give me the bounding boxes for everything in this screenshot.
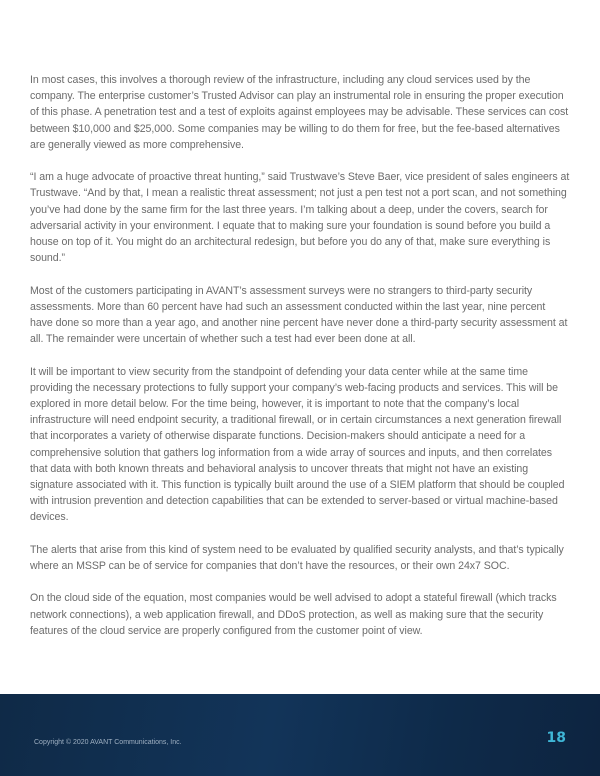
body-text	[30, 72, 570, 655]
paragraph-3: Most of the customers participating in AVANT’s assessment surveys were no strangers to third-party security assessments. More than 60 percent have had such an assessment conducted within the last year, nine percent have done so more than a year ago, and another nine percent have never done a third-party security assessment at all. The remainder were uncertain of whether such a test had ever been done at all.	[30, 284, 568, 346]
paragraph-1: In most cases, this involves a thorough review of the infrastructure, including any cloud services used by the company. The enterprise customer’s Trusted Advisor can play an instrumental role in ensuring the proper execution of this phase. A penetration test and a test of exploits against employees may be advisable. These services can cost between $10,000 and $25,000. Some companies may be willing to do them for free, but the fee-based alternatives are generally viewed as more comprehensive.	[30, 74, 569, 151]
page-number: 18	[546, 730, 566, 746]
paragraph-4: It will be important to view security from the standpoint of defending your data center while at the same time providing the necessary protections to fully support your company’s web-facing products and services. This will be explored in more detail below. For the time being, however, it is important to note that the company’s local infrastructure will need endpoint security, a traditional firewall, or in certain circumstances a next generation firewall that incorporates a variety of otherwise disparate functions. Decision-makers should anticipate a need for a comprehensive solution that gathers log information from a wide array of sources and inputs, and then correlates that data with both known threats and behavioral analysis to uncover threats that might not have an existing signature associated with it. This function is typically built around the use of a SIEM platform that should be coupled with intrusion prevention and detection capabilities that can be extended to server-based or virtual machine-based devices.	[30, 365, 565, 524]
paragraph-6: On the cloud side of the equation, most companies would be well advised to adopt a stateful firewall (which tracks network connections), a web application firewall, and DDoS protection, as well as making sure that the security features of the cloud service are properly configured from the customer point of view.	[30, 592, 557, 637]
paragraph-2-quote: “I am a huge advocate of proactive threat hunting,” said Trustwave’s Steve Baer, vice president of sales engineers at Trustwave. “And by that, I mean a realistic threat assessment; not just a pen test not a port scan, and not something you’ve had done by the same firm for the last three years. I’m talking about a deep, under the covers, search for adversarial activity in your environment. I equate that to making sure your foundation is sound before you build a house on top of it. You might do an architectural redesign, but before you do any of that, make sure everything is sound.”	[30, 171, 570, 265]
copyright-notice: Copyright © 2020 AVANT Communications, Inc.	[34, 739, 182, 746]
page-footer	[0, 694, 600, 776]
paragraph-5: The alerts that arise from this kind of system need to be evaluated by qualified security analysts, and that’s typically where an MSSP can be of service for companies that don’t have the resources, or their own 24x7 SOC.	[30, 543, 564, 573]
